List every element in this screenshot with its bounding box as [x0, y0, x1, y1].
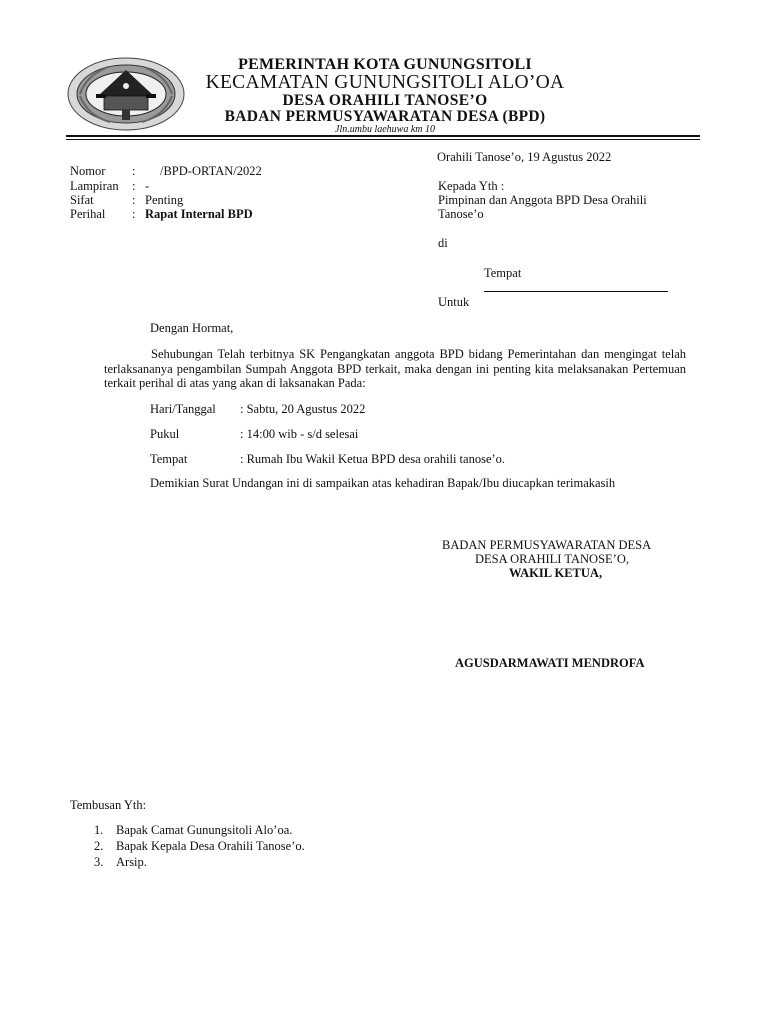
- meta-value-perihal: Rapat Internal BPD: [145, 207, 253, 221]
- detail-label-hari: Hari/Tanggal: [150, 402, 216, 416]
- recipient-underline: [484, 291, 668, 292]
- meta-colon: :: [132, 193, 136, 207]
- closing-sentence: Demikian Surat Undangan ini di sampaikan atas kehadiran Bapak/Ibu diucapkan terimakasih: [150, 476, 616, 490]
- detail-value-pukul: : 14:00 wib - s/d selesai: [240, 427, 359, 441]
- recipient-untuk: Untuk: [438, 295, 470, 309]
- header-address: Jln.umbu laehuwa km 10: [335, 124, 435, 135]
- meta-colon: :: [132, 164, 136, 178]
- list-text: Arsip.: [116, 855, 147, 869]
- header-divider-thin: [66, 139, 700, 140]
- header-district-line: KECAMATAN GUNUNGSITOLI ALO’OA: [205, 72, 565, 93]
- list-text: Bapak Kepala Desa Orahili Tanose’o.: [116, 839, 305, 853]
- list-number: 2.: [94, 839, 104, 853]
- signature-org-line1: BADAN PERMUSYAWARATAN DESA: [442, 538, 652, 552]
- detail-value-tempat: : Rumah Ibu Wakil Ketua BPD desa orahili tanose’o.: [240, 452, 506, 466]
- detail-label-pukul: Pukul: [150, 427, 180, 441]
- recipient-kepada: Kepada Yth :: [438, 179, 505, 193]
- meta-value-lampiran: -: [145, 179, 150, 193]
- list-text: Bapak Camat Gunungsitoli Alo’oa.: [116, 823, 293, 837]
- header-divider-thick: [66, 135, 700, 137]
- header-village-line: DESA ORAHILI TANOSE’O: [282, 92, 488, 109]
- recipient-tempat: Tempat: [484, 266, 522, 280]
- detail-label-tempat: Tempat: [150, 452, 188, 466]
- meta-label-lampiran: Lampiran: [70, 179, 119, 193]
- header-government-line: PEMERINTAH KOTA GUNUNGSITOLI: [238, 56, 532, 73]
- meta-label-sifat: Sifat: [70, 193, 94, 207]
- meta-colon: :: [132, 207, 136, 221]
- signature-position: WAKIL KETUA,: [509, 566, 603, 580]
- signature-org-line2: DESA ORAHILI TANOSE’O,: [475, 552, 629, 566]
- meta-label-perihal: Perihal: [70, 207, 106, 221]
- header-agency-line: BADAN PERMUSYAWARATAN DESA (BPD): [224, 108, 546, 125]
- letter-date: Orahili Tanose’o, 19 Agustus 2022: [437, 150, 612, 164]
- signature-name: AGUSDARMAWATI MENDROFA: [455, 656, 645, 670]
- meta-value-sifat: Penting: [145, 193, 184, 207]
- tembusan-title: Tembusan Yth:: [70, 798, 147, 812]
- recipient-name-line2: Tanose’o: [438, 207, 484, 221]
- meta-value-nomor: /BPD-ORTAN/2022: [160, 164, 262, 178]
- meta-colon: :: [132, 179, 136, 193]
- detail-value-hari: : Sabtu, 20 Agustus 2022: [240, 402, 366, 416]
- list-number: 3.: [94, 855, 104, 869]
- body-paragraph: Sehubungan Telah terbitnya SK Pengangkatan anggota BPD bidang Pemerintahan dan mengingat telah terlaksananya pengambilan Sumpah Anggota BPD terkait, maka dengan ini penting kita melaksanakan Pertemuan terkait perihal di atas yang akan di laksanakan Pada:: [104, 347, 686, 390]
- meta-label-nomor: Nomor: [70, 164, 106, 178]
- list-number: 1.: [94, 823, 104, 837]
- recipient-di: di: [438, 236, 448, 250]
- recipient-name-line1: Pimpinan dan Anggota BPD Desa Orahili: [438, 193, 647, 207]
- salutation: Dengan Hormat,: [150, 321, 234, 335]
- crest-emblem-icon: [66, 56, 186, 132]
